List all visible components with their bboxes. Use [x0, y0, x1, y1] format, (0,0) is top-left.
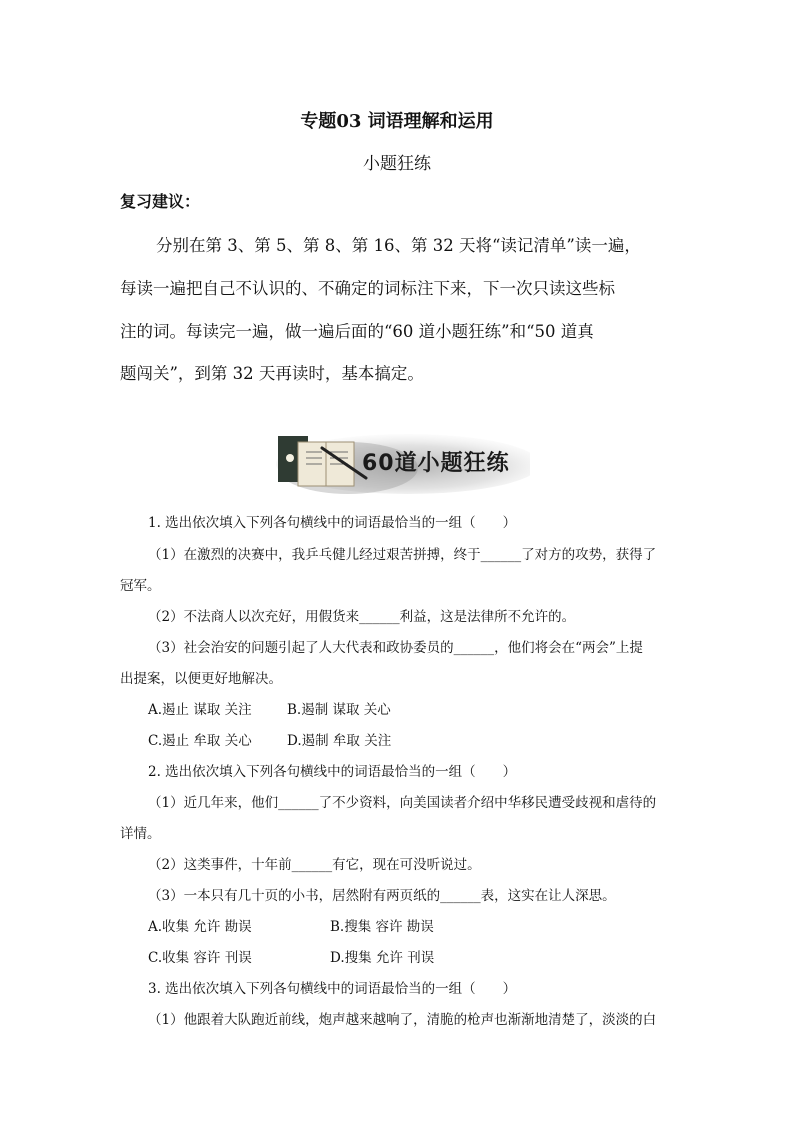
review-line-2: 每读一遍把自己不认识的、不确定的词标注下来，下一次只读这些标 [120, 279, 615, 298]
question-2-sentence-1-cont: 详情。 [120, 826, 161, 842]
question-1-stem: 1. 选出依次填入下列各句横线中的词语最恰当的一组（ ） [148, 515, 517, 531]
review-line-1: 分别在第 3、第 5、第 8、第 16、第 32 天将“读记清单”读一遍， [156, 236, 641, 255]
question-1-option-d: D.遏制 牟取 关注 [287, 733, 392, 749]
page-title: 专题03 词语理解和运用 [300, 111, 494, 132]
question-2-option-d: D.搜集 允许 刊误 [330, 950, 435, 966]
question-3-sentence-1: （1）他跟着大队跑近前线，炮声越来越响了，清脆的枪声也渐渐地清楚了，淡淡的白 [148, 1012, 657, 1028]
question-1-sentence-3-cont: 出提案，以便更好地解决。 [120, 671, 282, 687]
question-2-sentence-2: （2）这类事件，十年前______有它，现在可没听说过。 [148, 857, 481, 873]
question-2-stem: 2. 选出依次填入下列各句横线中的词语最恰当的一组（ ） [148, 764, 517, 780]
review-heading: 复习建议： [120, 192, 201, 211]
question-1-sentence-1: （1）在激烈的决赛中，我乒乓健儿经过艰苦拼搏，终于______了对方的攻势，获得了 [148, 547, 657, 563]
review-line-3: 注的词。每读完一遍，做一遍后面的“60 道小题狂练”和“50 道真 [120, 322, 594, 341]
question-2-sentence-3: （3）一本只有几十页的小书，居然附有两页纸的______表，这实在让人深思。 [148, 888, 616, 904]
question-3-stem: 3. 选出依次填入下列各句横线中的词语最恰当的一组（ ） [148, 981, 517, 997]
question-2-option-c: C.收集 容许 刊误 [148, 950, 252, 966]
question-2-option-b: B.搜集 容许 勘误 [330, 919, 434, 935]
question-1-option-b: B.遏制 谋取 关心 [287, 702, 391, 718]
question-2-sentence-1: （1）近几年来，他们______了不少资料，向美国读者介绍中华移民遭受歧视和虐待的 [148, 795, 657, 811]
question-1-sentence-2: （2）不法商人以次充好，用假货来______利益，这是法律所不允许的。 [148, 609, 576, 625]
question-1-option-c: C.遏止 牟取 关心 [148, 733, 252, 749]
question-1-sentence-1-cont: 冠军。 [120, 578, 161, 594]
page-subtitle: 小题狂练 [363, 154, 431, 174]
review-line-4: 题闯关”，到第 32 天再读时，基本搞定。 [120, 364, 424, 383]
question-1-sentence-3: （3）社会治安的问题引起了人大代表和政协委员的______，他们将会在“两会”上提 [148, 640, 643, 656]
banner-title: 60道小题狂练 [362, 451, 510, 476]
question-1-option-a: A.遏止 谋取 关注 [148, 702, 252, 718]
question-2-option-a: A.收集 允许 勘误 [148, 919, 252, 935]
